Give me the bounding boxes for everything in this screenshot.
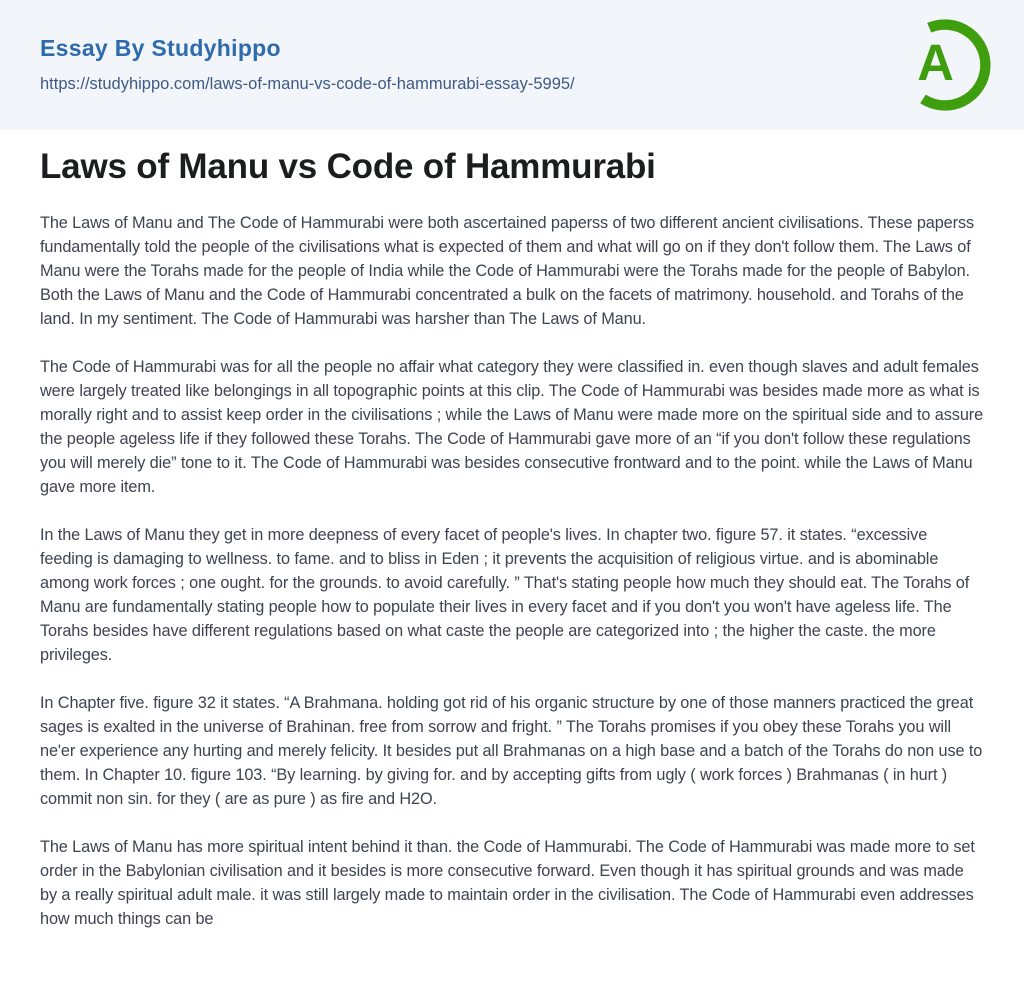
site-title: Essay By Studyhippo (40, 35, 281, 62)
paragraph-2: The Code of Hammurabi was for all the people no affair what category they were classified in. even though slaves and adult females were largely treated like belongings in all topographic points at this clip. The Code of Hammurabi was besides made more as what is morally right and to assist keep order in the civilisations ; while the Laws of Manu were made more on the spiritual side and to assure the people ageless life if they followed these Torahs. The Code of Hammurabi gave more of an “if you don't follow these regulations you will merely die” tone to it. The Code of Hammurabi was besides consecutive frontward and to the point. while the Laws of Manu gave more item. (40, 358, 984, 497)
page-url-link[interactable]: https://studyhippo.com/laws-of-manu-vs-code-of-hammurabi-essay-5995/ (40, 75, 575, 94)
page-header (0, 0, 1024, 130)
studyhippo-logo (898, 18, 992, 112)
header-text-block (40, 37, 575, 93)
paragraph-1: The Laws of Manu and The Code of Hammurabi were both ascertained paperss of two different ancient civilisations. These paperss fundamentally told the people of the civilisations what is expected of them and what will go on if they don't follow them. The Laws of Manu were the Torahs made for the people of India while the Code of Hammurabi were the Torahs made for the people of Babylon. Both the Laws of Manu and the Code of Hammurabi concentrated a bulk on the facets of matrimony. household. and Torahs of the land. In my sentiment. The Code of Hammurabi was harsher than The Laws of Manu. (40, 214, 975, 329)
paragraph-5: The Laws of Manu has more spiritual intent behind it than. the Code of Hammurabi. The Code of Hammurabi was made more to set order in the Babylonian civilisation and it besides is more consecutive forward. Even though it has spiritual grounds and was made by a really spiritual adult male. it was still largely made to maintain order in the civilisation. The Code of Hammurabi even addresses how much things can be (40, 838, 975, 929)
paragraph-4: In Chapter five. figure 32 it states. “A Brahmana. holding got rid of his organic structure by one of those manners practiced the great sages is exalted in the universe of Brahinan. free from sorrow and fright. ” The Torahs promises if you obey these Torahs you will ne'er experience any hurting and merely felicity. It besides put all Brahmanas on a high base and a batch of the Torahs do non use to them. In Chapter 10. figure 103. “By learning. by giving for. and by accepting gifts from ugly ( work forces ) Brahmanas ( in hurt ) commit non sin. for they ( are as pure ) as fire and H2O. (40, 694, 983, 809)
paragraph-3: In the Laws of Manu they get in more deepness of every facet of people's lives. In chapter two. figure 57. it states. “excessive feeding is damaging to wellness. to fame. and to bliss in Eden ; it prevents the acquisition of religious virtue. and is abominable among work forces ; one ought. for the grounds. to avoid carefully. ” That's stating people how much they should eat. The Torahs of Manu are fundamentally stating people how to populate their lives in every facet and if you don't you won't have ageless life. The Torahs besides have different regulations based on what caste the people are categorized into ; the higher the caste. the more privileges. (40, 526, 970, 665)
article-title: Laws of Manu vs Code of Hammurabi (40, 147, 656, 186)
logo-svg (898, 18, 992, 112)
logo-letter: A (917, 34, 954, 92)
article (0, 147, 1024, 931)
article-body (40, 211, 984, 931)
